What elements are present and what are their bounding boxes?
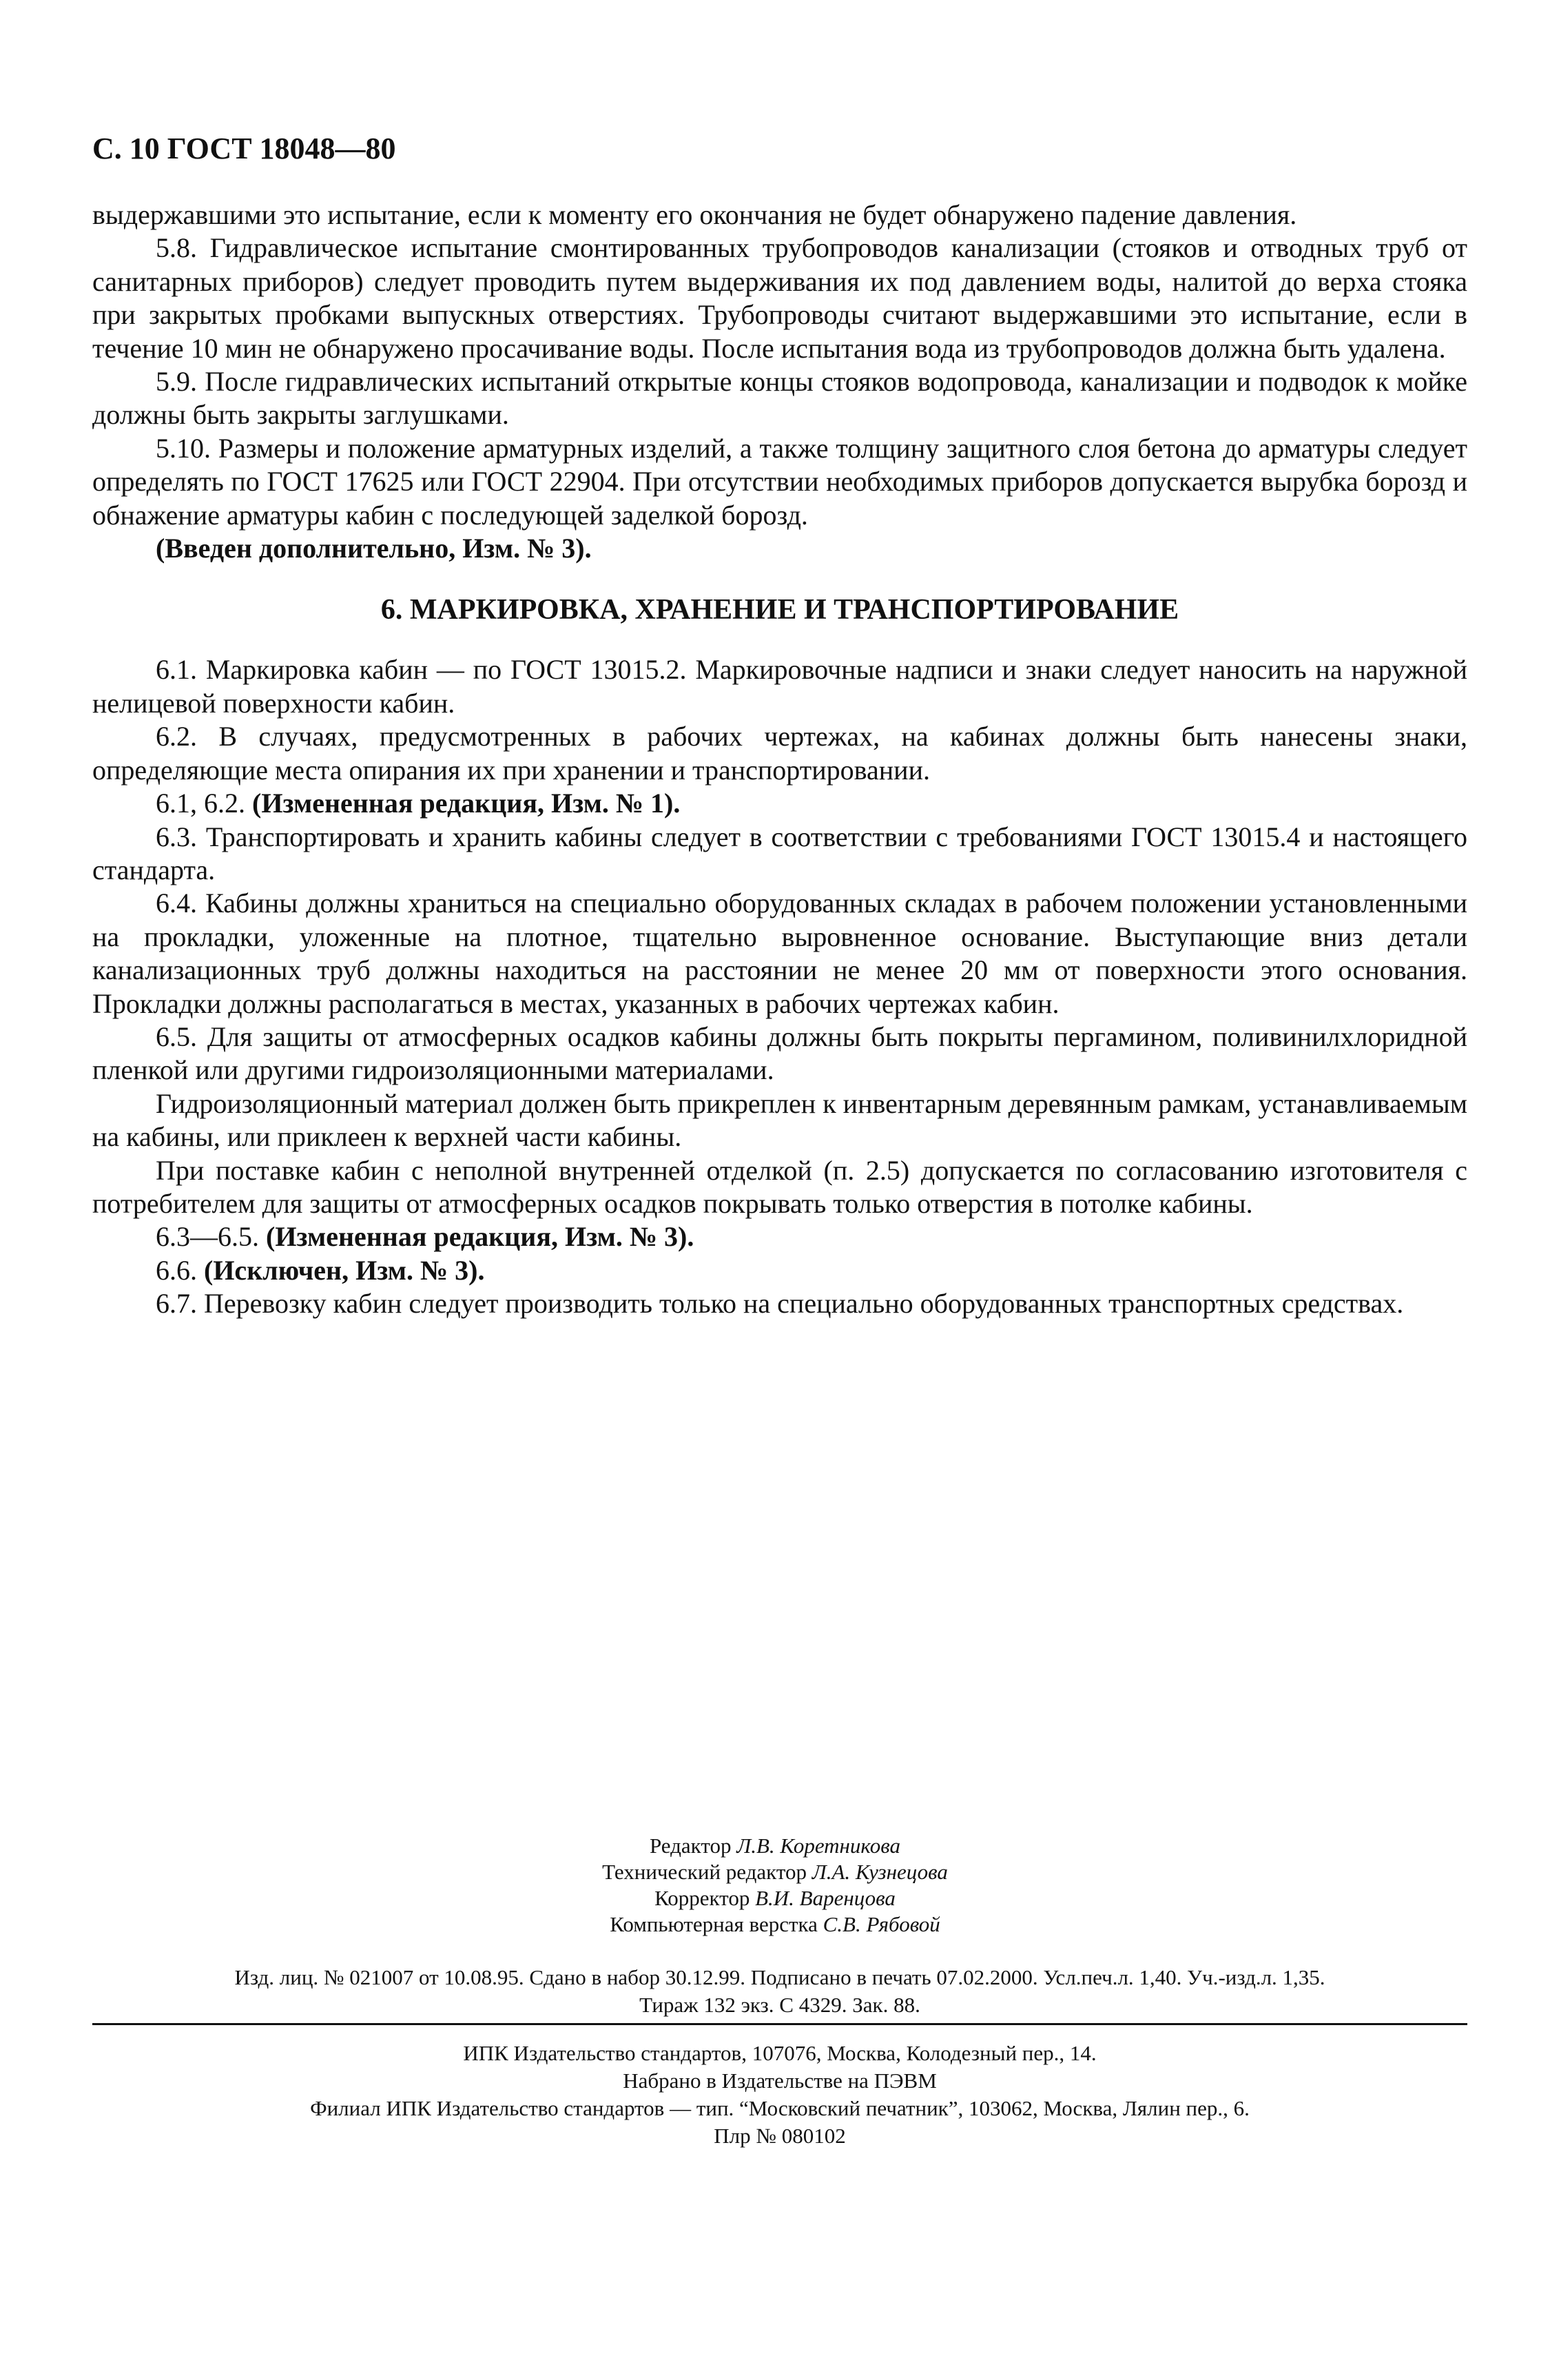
paragraph-6-4: 6.4. Кабины должны храниться на специально оборудованных складах в рабочем положении установленными на прокладки, уложенные на плотное, тщательно выровненное основание. Выступающие вниз детали канализационных труб должны находиться на расстоянии не менее 20 мм от поверхности этого основания. Прокладки должны располагаться в местах, указанных в рабочих чертежах кабин. (92, 888, 1467, 1019)
paragraph-6-5-delivery: При поставке кабин с неполной внутренней отделкой (п. 2.5) допускается по согласованию изготовителя с потребителем для защиты от атмосферных осадков покрывать только отверстия в потолке кабины. (92, 1154, 1467, 1219)
section-title: 6. МАРКИРОВКА, ХРАНЕНИЕ И ТРАНСПОРТИРОВАНИЕ (380, 594, 1179, 626)
paragraph-6-5-material: Гидроизоляционный материал должен быть прикреплен к инвентарным деревянным рамкам, устанавливаемым на кабины, или приклеен к верхней части кабины. (92, 1087, 1467, 1153)
amendment-note-6-3-6-5 (92, 1220, 1467, 1253)
credit-name: В.И. Варенцова (755, 1886, 896, 1910)
amendment-bold-text: (Исключен, Изм. № 3). (204, 1254, 485, 1286)
page-header: С. 10 ГОСТ 18048—80 (92, 132, 396, 165)
credit-name: Л.А. Кузнецова (812, 1860, 948, 1884)
credit-role: Корректор (654, 1886, 750, 1910)
credit-name: Л.В. Коретникова (736, 1834, 901, 1858)
credit-layout (0, 1911, 1550, 1938)
paragraph-continuation: выдержавшими это испытание, если к моменту его окончания не будет обнаружено падение давления. (92, 199, 1297, 230)
paragraph-5-10: 5.10. Размеры и положение арматурных изделий, а также толщину защитного слоя бетона до арматуры следует определять по ГОСТ 17625 или ГОСТ 22904. При отсутствии необходимых приборов допускается вырубка борозд и обнажение арматуры кабин с последующей заделкой борозд. (92, 432, 1467, 531)
divider-line (92, 2023, 1467, 2025)
credits-block (0, 1833, 1550, 1938)
amendment-prefix: 6.6. (156, 1254, 204, 1286)
amendment-bold-text: (Измененная редакция, Изм. № 1). (252, 788, 681, 819)
amendment-note-5-10 (92, 532, 1467, 565)
credit-editor (0, 1833, 1550, 1859)
credit-tech-editor (0, 1859, 1550, 1885)
publication-info-line: Изд. лиц. № 021007 от 10.08.95. Сдано в набор 30.12.99. Подписано в печать 07.02.2000. Усл.печ.л. 1,40. Уч.-изд.л. 1,35. (234, 1965, 1325, 1989)
amendment-prefix: 6.1, 6.2. (156, 788, 252, 819)
credit-role: Редактор (649, 1834, 732, 1858)
credit-name: С.В. Рябовой (823, 1912, 940, 1936)
imprint-line: Набрано в Издательстве на ПЭВМ (623, 2069, 937, 2093)
printer-imprint (92, 2040, 1467, 2150)
document-body (92, 198, 1467, 1321)
credit-role: Компьютерная верстка (610, 1912, 818, 1936)
paragraph-6-5: 6.5. Для защиты от атмосферных осадков кабины должны быть покрыты пергамином, поливинилхлоридной пленкой или другими гидроизоляционными материалами. (92, 1020, 1467, 1086)
publication-info (92, 1964, 1467, 2019)
paragraph-6-7: 6.7. Перевозку кабин следует производить только на специально оборудованных транспортных средствах. (156, 1288, 1404, 1320)
paragraph-6-6 (92, 1254, 1467, 1287)
amendment-bold-text: (Измененная редакция, Изм. № 3). (266, 1221, 694, 1253)
amendment-note-6-1-6-2 (92, 787, 1467, 820)
amendment-bold-text: (Введен дополнительно, Изм. № 3). (156, 533, 592, 564)
publication-info-line: Тираж 132 экз. С 4329. Зак. 88. (639, 1993, 920, 2017)
paragraph-6-2: 6.2. В случаях, предусмотренных в рабочих чертежах, на кабинах должны быть нанесены знаки, определяющие места опирания их при хранении и транспортировании. (92, 721, 1467, 786)
amendment-prefix: 6.3—6.5. (156, 1221, 266, 1253)
imprint-line: Плр № 080102 (714, 2124, 846, 2148)
paragraph-6-3: 6.3. Транспортировать и хранить кабины следует в соответствии с требованиями ГОСТ 13015.4 и настоящего стандарта. (92, 821, 1467, 885)
credit-proofreader (0, 1885, 1550, 1911)
imprint-line: Филиал ИПК Издательство стандартов — тип. “Московский печатник”, 103062, Москва, Лялин пер., 6. (310, 2096, 1250, 2120)
paragraph-6-1: 6.1. Маркировка кабин — по ГОСТ 13015.2. Маркировочные надписи и знаки следует наносить на наружной нелицевой поверхности кабин. (92, 654, 1467, 719)
imprint-line: ИПК Издательство стандартов, 107076, Москва, Колодезный пер., 14. (463, 2041, 1097, 2065)
credit-role: Технический редактор (602, 1860, 807, 1884)
paragraph-5-9: 5.9. После гидравлических испытаний открытые концы стояков водопровода, канализации и подводок к мойке должны быть закрыты заглушками. (92, 366, 1467, 431)
paragraph-5-8: 5.8. Гидравлическое испытание смонтированных трубопроводов канализации (стояков и отводных труб от санитарных приборов) следует проводить путем выдерживания их под давлением воды, налитой до верха стояка при закрытых пробками выпускных отверстиях. Трубопроводы считают выдержавшими это испытание, если в течение 10 мин не обнаружено просачивание воды. После испытания вода из трубопроводов должна быть удалена. (92, 232, 1467, 364)
